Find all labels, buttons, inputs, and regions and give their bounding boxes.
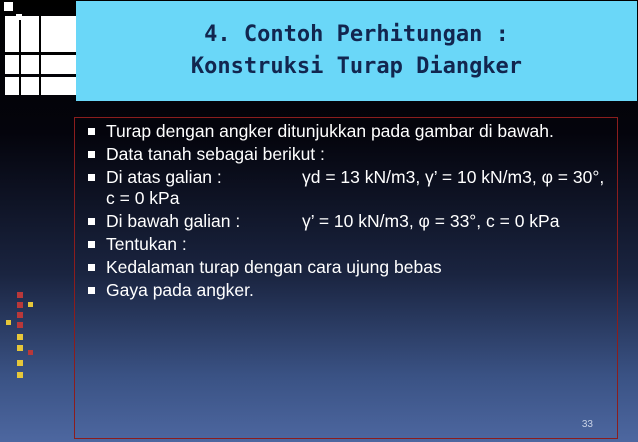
bullet-label: Di bawah galian :: [106, 211, 241, 231]
bullet-square-icon: [88, 151, 95, 158]
bullet-item: [85, 234, 615, 255]
bullet-item: [85, 211, 615, 232]
bullet-text: Tentukan :: [106, 234, 187, 254]
bullet-text: Kedalaman turap dengan cara ujung bebas: [106, 257, 442, 277]
bullet-text: Turap dengan angker ditunjukkan pada gambar di bawah.: [106, 121, 554, 141]
slide-title-line-1: 4. Contoh Perhitungan :: [204, 22, 509, 47]
bullet-values: γd = 13 kN/m3, γ’ = 10 kN/m3, φ = 30°, c = 0 kPa: [106, 167, 605, 208]
bullet-square-icon: [88, 218, 95, 225]
page-number: 33: [581, 419, 593, 430]
title-banner: [76, 1, 637, 101]
bullet-label: Di atas galian :: [106, 167, 222, 187]
bullet-item: [85, 144, 615, 165]
content-frame: [74, 117, 618, 439]
bullet-square-icon: [88, 128, 95, 135]
bullet-values: γ’ = 10 kN/m3, φ = 33°, c = 0 kPa: [302, 211, 560, 231]
bullet-item: [85, 167, 615, 209]
bullet-text: Gaya pada angker.: [106, 280, 254, 300]
bullet-list: [85, 121, 615, 303]
bullet-text: Data tanah sebagai berikut :: [106, 144, 325, 164]
bullet-item: [85, 280, 615, 301]
bullet-square-icon: [88, 287, 95, 294]
bullet-item: [85, 121, 615, 142]
bullet-item: [85, 257, 615, 278]
bullet-square-icon: [88, 241, 95, 248]
slide-title-line-2: Konstruksi Turap Diangker: [190, 54, 523, 79]
bullet-square-icon: [88, 174, 95, 181]
bullet-square-icon: [88, 264, 95, 271]
decorative-squares: [0, 0, 76, 442]
